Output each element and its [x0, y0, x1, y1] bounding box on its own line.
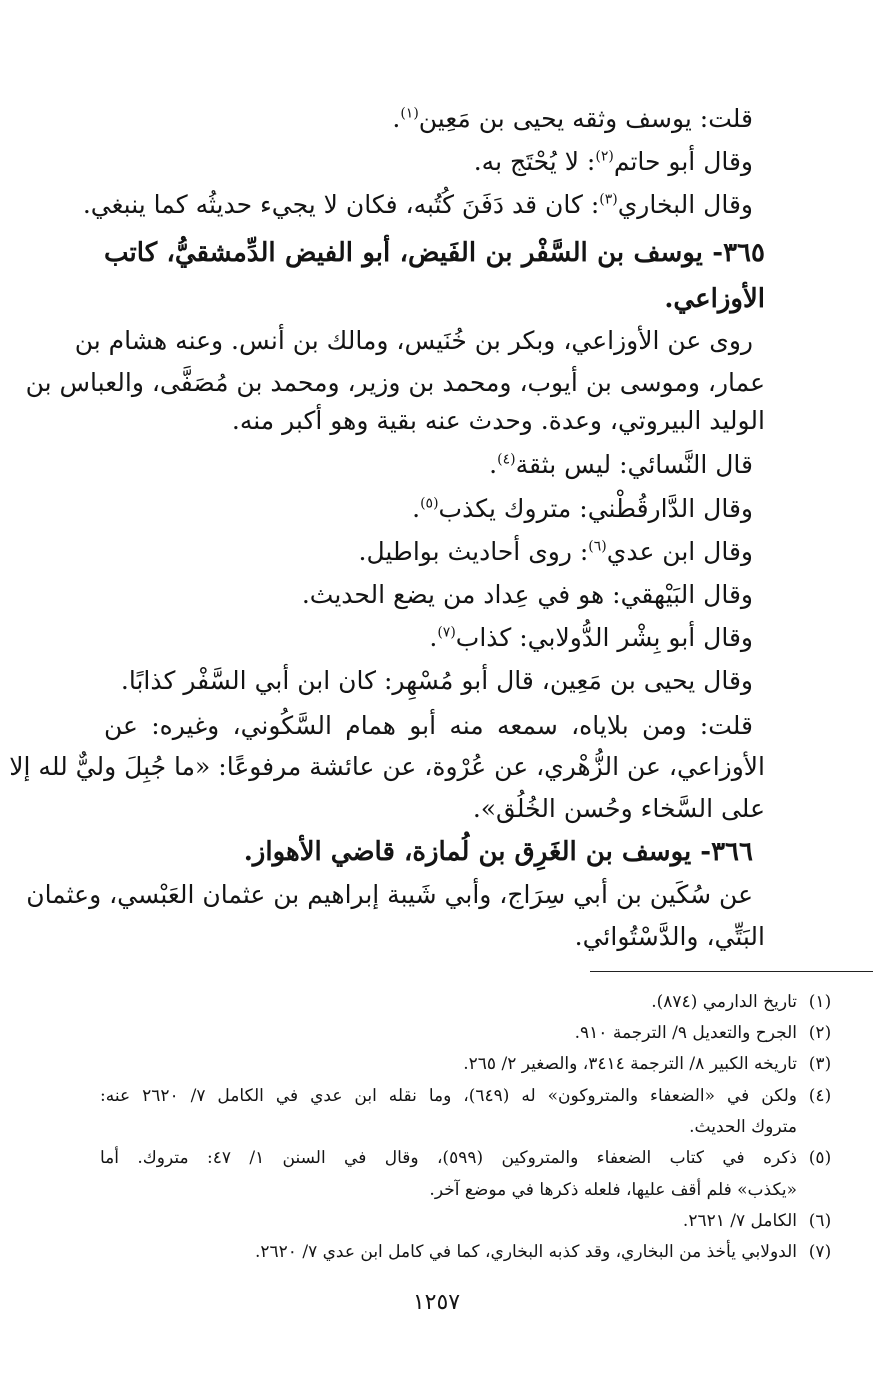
footnote-number: (٦) — [808, 1211, 832, 1231]
footnote-number: (٣) — [808, 1054, 832, 1074]
footnote-ref: (٦) — [588, 538, 607, 555]
body-line: الوليد البيروتي، وعدة. وحدث عنه بقية وهو أكبر منه. — [231, 406, 765, 435]
body-line: وقال أبو بِشْر الدُّولابي: كذاب$^{(٧)}$. — [429, 623, 753, 652]
body-line: قلت: ومن بلاياه، سمعه منه أبو همام السَّكُوني، وغيره: عن — [104, 711, 753, 740]
footnote-text: متروك الحديث. — [689, 1117, 797, 1137]
body-line: قال النَّسائي: ليس بثقة$^{(٤)}$. — [489, 450, 753, 479]
entry-heading-continuation: الأوزاعي. — [664, 284, 765, 314]
body-line: قلت: يوسف وثقه يحيى بن مَعِين$^{(١)}$. — [392, 104, 753, 133]
footnote-ref: (٢) — [595, 148, 614, 165]
page-number: ١٢٥٧ — [412, 1290, 461, 1315]
footnote-text: ذكره في كتاب الضعفاء والمتروكين (٥٩٩)، وقال في السنن ١/ ٤٧: متروك. أما — [100, 1148, 797, 1168]
footnote-text: «يكذب» فلم أقف عليها، فلعله ذكرها في موضع آخر. — [429, 1180, 797, 1200]
footnote-ref: (٤) — [497, 451, 516, 468]
body-line: وقال الدَّارقُطْني: متروك يكذب$^{(٥)}$. — [412, 494, 753, 523]
footnote-number: (١) — [808, 992, 832, 1012]
body-line: وقال ابن عدي$^{(٦)}$: روى أحاديث بواطيل. — [358, 537, 753, 566]
body-line: على السَّخاء وحُسن الخُلُق». — [472, 794, 765, 823]
body-line: وقال يحيى بن مَعِين، قال أبو مُسْهِر: كان ابن أبي السَّفْر كذابًا. — [120, 666, 753, 695]
body-line: الأوزاعي، عن الزُّهْري، عن عُرْوة، عن عائشة مرفوعًا: «ما جُبِلَ وليٌّ لله إلا — [9, 752, 765, 781]
footnote-number: (٥) — [808, 1148, 832, 1168]
footnote-number: (٢) — [808, 1023, 832, 1043]
body-line: وقال البخاري$^{(٣)}$: كان قد دَفَنَ كُتُبه، فكان لا يجيء حديثُه كما ينبغي. — [82, 190, 753, 219]
body-line: البَتِّي، والدَّسْتُوائي. — [574, 922, 765, 951]
footnote-text: تاريخ الدارمي (٨٧٤). — [651, 992, 797, 1012]
footnote-ref: (١) — [400, 105, 419, 122]
footnote-ref: (٣) — [599, 191, 618, 208]
footnote-text: الدولابي يأخذ من البخاري، وقد كذبه البخاري، كما في كامل ابن عدي ٧/ ٢٦٢٠. — [254, 1242, 797, 1262]
footnote-text: تاريخه الكبير ٨/ الترجمة ٣٤١٤، والصغير ٢/ ٢٦٥. — [463, 1054, 797, 1074]
footnote-ref: (٥) — [420, 495, 439, 512]
footnote-ref: (٧) — [437, 624, 456, 641]
footnote-separator — [590, 971, 873, 972]
footnote-number: (٤) — [808, 1086, 832, 1106]
body-line: وقال أبو حاتم$^{(٢)}$: لا يُحْتَج به. — [473, 147, 753, 176]
footnote-number: (٧) — [808, 1242, 832, 1262]
entry-heading: ٣٦٦- يوسف بن الغَرِق بن لُمازة، قاضي الأهواز. — [243, 837, 753, 867]
body-line: عمار، وموسى بن أيوب، ومحمد بن وزير، ومحمد بن مُصَفَّى، والعباس بن — [25, 368, 765, 397]
footnote-text: ولكن في «الضعفاء والمتروكون» له (٦٤٩)، وما نقله ابن عدي في الكامل ٧/ ٢٦٢٠ عنه: — [100, 1086, 797, 1106]
entry-heading: ٣٦٥- يوسف بن السَّفْر بن الفَيض، أبو الفيض الدِّمشقيُّ، كاتب — [104, 238, 765, 268]
body-line: وقال البَيْهقي: هو في عِداد من يضع الحديث. — [301, 580, 753, 609]
body-line: عن سُكَين بن أبي سِرَاج، وأبي شَيبة إبراهيم بن عثمان العَبْسي، وعثمان — [26, 880, 753, 909]
footnote-text: الكامل ٧/ ٢٦٢١. — [682, 1211, 797, 1231]
footnote-text: الجرح والتعديل ٩/ الترجمة ٩١٠. — [574, 1023, 797, 1043]
body-line: روى عن الأوزاعي، وبكر بن خُنَيس، ومالك بن أنس. وعنه هشام بن — [74, 326, 753, 355]
